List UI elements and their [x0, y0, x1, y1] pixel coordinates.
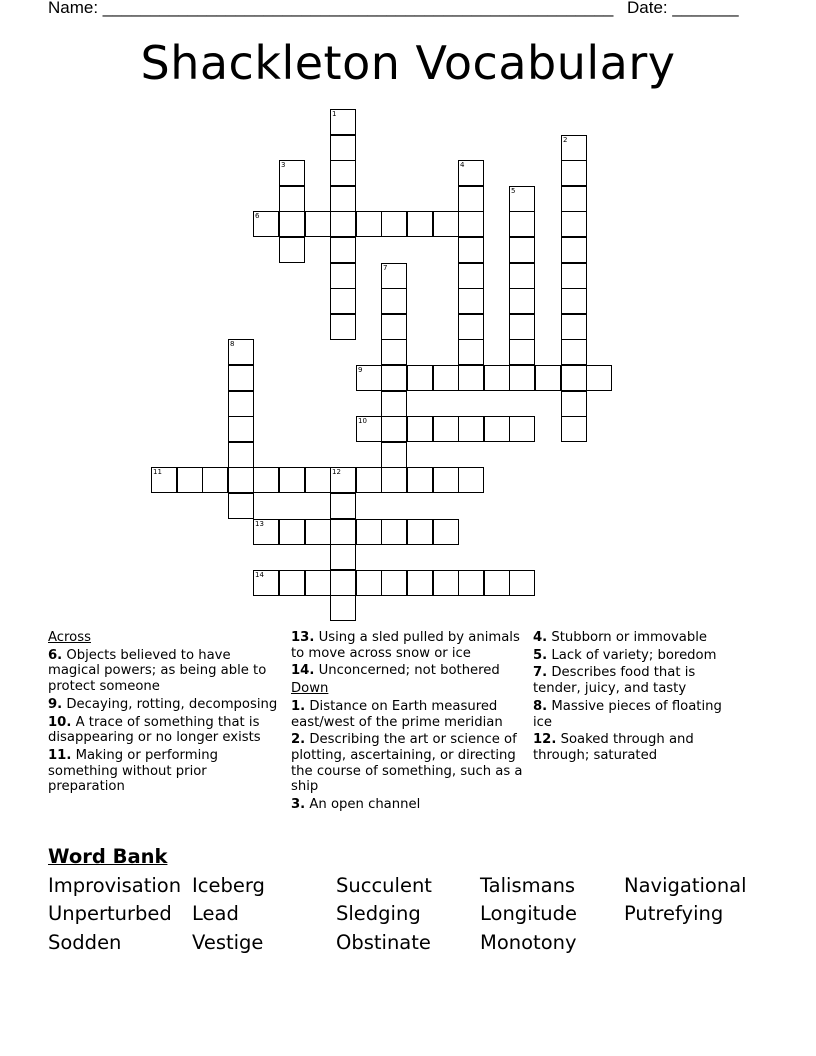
crossword-cell[interactable]: [177, 467, 203, 493]
word-bank-word: Sledging: [336, 902, 421, 925]
crossword-clue-number: 2: [563, 136, 568, 144]
crossword-clue-number: 8: [230, 340, 235, 348]
crossword-cell[interactable]: [407, 211, 433, 237]
crossword-clue-number: 4: [460, 161, 465, 169]
crossword-cell[interactable]: [561, 160, 587, 186]
down-clue: 3. An open channel: [291, 797, 421, 813]
word-bank-word: Sodden: [48, 931, 122, 954]
crossword-cell[interactable]: [561, 391, 587, 417]
clue-column-2: [291, 630, 523, 815]
word-bank-word: Lead: [192, 902, 239, 925]
crossword-cell[interactable]: [279, 519, 305, 545]
crossword-cell[interactable]: [381, 442, 407, 468]
crossword-cell[interactable]: [356, 519, 382, 545]
word-bank-word: Improvisation: [48, 874, 182, 897]
crossword-clue-number: 7: [383, 264, 388, 272]
crossword-cell[interactable]: [381, 211, 407, 237]
crossword-cell[interactable]: [305, 519, 331, 545]
crossword-cell[interactable]: [561, 416, 587, 442]
crossword-cell[interactable]: [458, 211, 484, 237]
across-heading: Across: [48, 630, 91, 645]
down-clue: 5. Lack of variety; boredom: [533, 647, 717, 663]
crossword-cell[interactable]: [458, 237, 484, 263]
crossword-cell[interactable]: [330, 237, 356, 263]
crossword-cell[interactable]: [330, 544, 356, 570]
crossword-cell[interactable]: [458, 416, 484, 442]
crossword-cell[interactable]: [561, 263, 587, 289]
crossword-cell[interactable]: [228, 493, 254, 519]
crossword-cell[interactable]: [305, 211, 331, 237]
crossword-cell[interactable]: [279, 467, 305, 493]
crossword-cell[interactable]: [509, 339, 535, 365]
crossword-cell[interactable]: [330, 135, 356, 161]
date-field-label[interactable]: Date: _______: [627, 0, 739, 17]
across-clue: 10. A trace of something that is disappearing or no longer exists: [48, 714, 261, 746]
crossword-cell[interactable]: [561, 314, 587, 340]
crossword-clue-number: 11: [153, 468, 162, 476]
crossword-cell[interactable]: [458, 339, 484, 365]
crossword-cell[interactable]: [381, 391, 407, 417]
down-clue: 12. Soaked through and through; saturated: [533, 732, 694, 763]
crossword-cell[interactable]: [279, 570, 305, 596]
crossword-cell[interactable]: [509, 365, 535, 391]
crossword-cell[interactable]: [279, 186, 305, 212]
page-title: Shackleton Vocabulary: [140, 36, 676, 90]
crossword-cell[interactable]: [202, 467, 228, 493]
crossword-cell[interactable]: [381, 519, 407, 545]
across-clue: 9. Decaying, rotting, decomposing: [48, 696, 278, 712]
crossword-cell[interactable]: [458, 314, 484, 340]
crossword-cell[interactable]: [407, 570, 433, 596]
crossword-clue-number: 12: [332, 468, 341, 476]
crossword-cell[interactable]: [509, 570, 535, 596]
crossword-cell[interactable]: [356, 570, 382, 596]
crossword-cell[interactable]: [535, 365, 561, 391]
crossword-cell[interactable]: [330, 519, 356, 545]
crossword-clue-number: 1: [332, 110, 337, 118]
crossword-cell[interactable]: [381, 570, 407, 596]
crossword-cell[interactable]: [305, 467, 331, 493]
crossword-cell[interactable]: [458, 365, 484, 391]
crossword-clue-number: 6: [255, 212, 260, 220]
crossword-cell[interactable]: [330, 186, 356, 212]
crossword-cell[interactable]: [228, 416, 254, 442]
crossword-cell[interactable]: [586, 365, 612, 391]
crossword-cell[interactable]: [433, 365, 459, 391]
clue-column-1: [48, 630, 280, 797]
crossword-cell[interactable]: [561, 339, 587, 365]
down-clue: 4. Stubborn or immovable: [533, 630, 707, 645]
crossword-cell[interactable]: [458, 288, 484, 314]
crossword-cell[interactable]: [509, 237, 535, 263]
crossword-cell[interactable]: [509, 288, 535, 314]
down-clue: 1. Distance on Earth measured east/west of the prime meridian: [291, 698, 503, 730]
down-clue: 7. Describes food that is tender, juicy, and tasty: [533, 665, 696, 697]
crossword-cell[interactable]: [330, 493, 356, 519]
crossword-cell[interactable]: [407, 365, 433, 391]
crossword-clue-number: 3: [281, 161, 286, 169]
crossword-cell[interactable]: [433, 416, 459, 442]
crossword-cell[interactable]: [381, 365, 407, 391]
crossword-cell[interactable]: [458, 570, 484, 596]
crossword-cell[interactable]: [381, 416, 407, 442]
crossword-clue-number: 9: [358, 366, 363, 374]
crossword-clue-number: 10: [358, 417, 367, 425]
across-clue: 13. Using a sled pulled by animals to move across snow or ice: [291, 630, 520, 661]
crossword-cell[interactable]: [330, 160, 356, 186]
word-bank-word: Monotony: [480, 931, 577, 954]
word-bank-word: Talismans: [480, 874, 576, 897]
crossword-clue-number: 13: [255, 520, 264, 528]
word-bank-word: Putrefying: [624, 902, 724, 925]
crossword-cell[interactable]: [279, 211, 305, 237]
crossword-cell[interactable]: [484, 365, 510, 391]
crossword-cell[interactable]: [433, 519, 459, 545]
crossword-cell[interactable]: [458, 263, 484, 289]
word-bank-word: Navigational: [624, 874, 747, 897]
crossword-cell[interactable]: [433, 467, 459, 493]
word-bank-word: Succulent: [336, 874, 432, 897]
crossword-cell[interactable]: [330, 595, 356, 621]
crossword-cell[interactable]: [356, 467, 382, 493]
across-clue: 6. Objects believed to have magical powers; as being able to protect someone: [48, 647, 267, 695]
crossword-cell[interactable]: [253, 467, 279, 493]
word-bank-word: Obstinate: [336, 931, 431, 954]
crossword-cell[interactable]: [279, 237, 305, 263]
crossword-cell[interactable]: [330, 314, 356, 340]
crossword-cell[interactable]: [407, 416, 433, 442]
crossword-cell[interactable]: [228, 442, 254, 468]
word-bank-word: Iceberg: [192, 874, 265, 897]
across-clue: 14. Unconcerned; not bothered: [291, 663, 500, 679]
down-clue: 8. Massive pieces of floating ice: [533, 698, 722, 730]
crossword-cell[interactable]: [433, 211, 459, 237]
crossword-cell[interactable]: [381, 288, 407, 314]
crossword-cell[interactable]: [330, 288, 356, 314]
crossword-cell[interactable]: [407, 519, 433, 545]
crossword-cell[interactable]: [330, 211, 356, 237]
crossword-cell[interactable]: [561, 186, 587, 212]
crossword-cell[interactable]: [228, 391, 254, 417]
crossword-cell[interactable]: [484, 416, 510, 442]
crossword-cell[interactable]: [407, 467, 433, 493]
down-clue: 2. Describing the art or science of plotting, ascertaining, or directing the course of something, such as a ship: [291, 732, 523, 795]
down-heading: Down: [291, 681, 329, 697]
crossword-cell[interactable]: [228, 365, 254, 391]
word-bank-word: Unperturbed: [48, 902, 172, 925]
crossword-cell[interactable]: [433, 570, 459, 596]
word-bank-title: Word Bank: [48, 845, 168, 868]
crossword-cell[interactable]: [458, 467, 484, 493]
crossword-cell[interactable]: [509, 416, 535, 442]
name-field-label[interactable]: Name: ______________________________________________________: [48, 0, 614, 17]
crossword-cell[interactable]: [330, 570, 356, 596]
crossword-cell[interactable]: [561, 211, 587, 237]
crossword-cell[interactable]: [381, 339, 407, 365]
crossword-clue-number: 14: [255, 571, 264, 579]
crossword-cell[interactable]: [330, 263, 356, 289]
crossword-cell[interactable]: [381, 314, 407, 340]
crossword-cell[interactable]: [509, 263, 535, 289]
crossword-cell[interactable]: [484, 570, 510, 596]
crossword-clue-number: 5: [511, 187, 516, 195]
crossword-cell[interactable]: [561, 237, 587, 263]
crossword-cell[interactable]: [458, 186, 484, 212]
word-bank-word: Vestige: [192, 931, 264, 954]
across-clue: 11. Making or performing something without prior preparation: [48, 747, 218, 795]
crossword-cell[interactable]: [561, 288, 587, 314]
word-bank-word: Longitude: [480, 902, 577, 925]
clue-column-3: [533, 630, 743, 766]
crossword-cell[interactable]: [381, 467, 407, 493]
crossword-cell[interactable]: [305, 570, 331, 596]
crossword-cell[interactable]: [509, 314, 535, 340]
crossword-cell[interactable]: [561, 365, 587, 391]
crossword-cell[interactable]: [509, 211, 535, 237]
crossword-cell[interactable]: [228, 467, 254, 493]
crossword-cell[interactable]: [356, 211, 382, 237]
